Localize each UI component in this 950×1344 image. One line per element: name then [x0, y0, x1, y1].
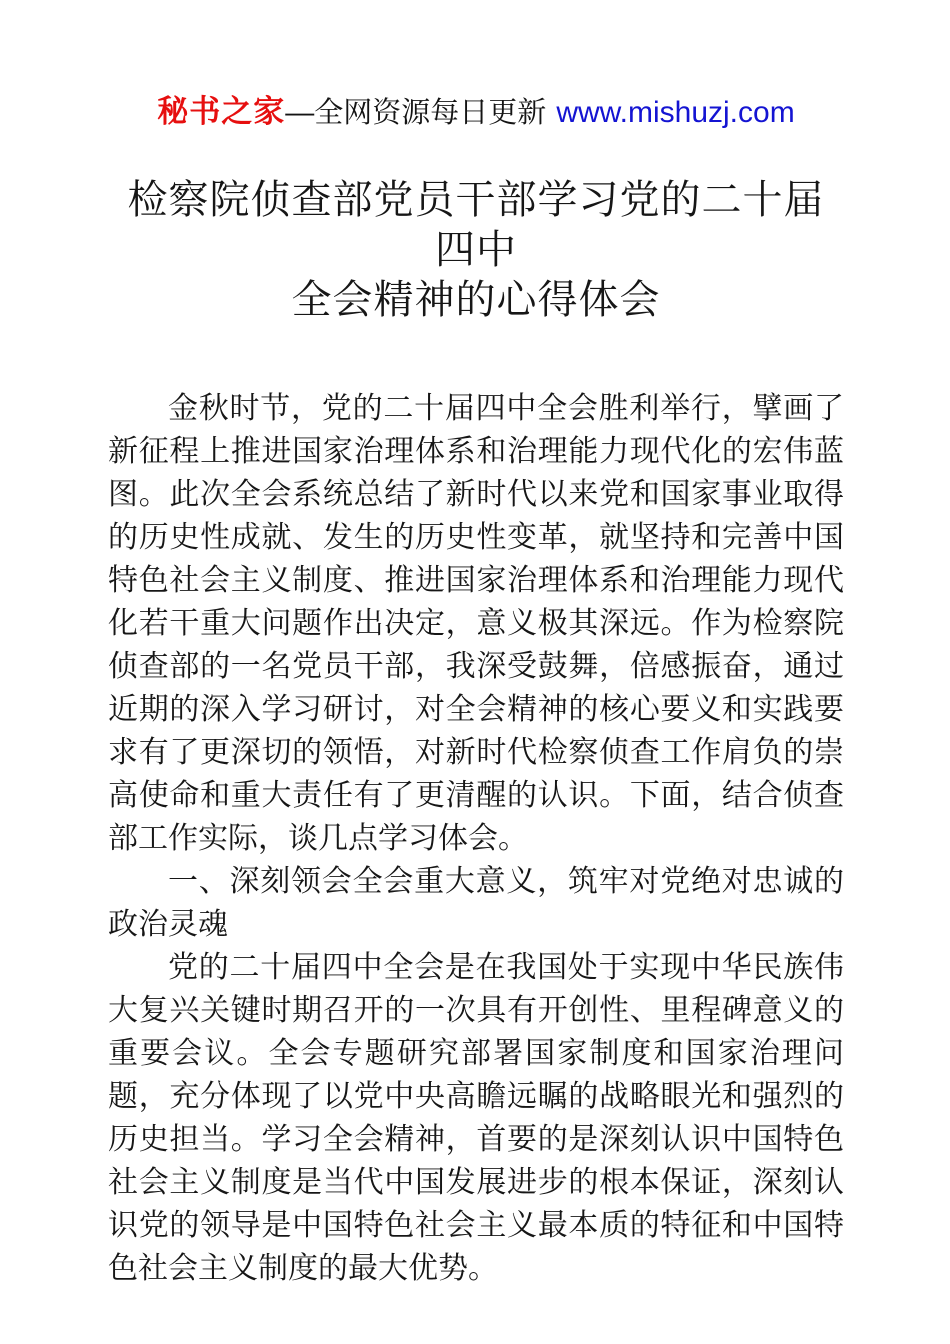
title-line-2: 全会精神的心得体会 — [291, 278, 661, 322]
title-line-1: 检察院侦查部党员干部学习党的二十届四中 — [127, 178, 825, 272]
section-heading-1: 一、深刻领会全会重大意义，筑牢对党绝对忠诚的政治灵魂 — [108, 865, 844, 941]
paragraph-intro: 金秋时节，党的二十届四中全会胜利举行，擘画了新征程上推进国家治理体系和治理能力现代化的宏伟蓝图。此次全会系统总结了新时代以来党和国家事业取得的历史性成就、发生的历史性变革，就坚持和完善中国特色社会主义制度、推进国家治理体系和治理能力现代化若干重大问题作出决定，意义极其深远。作为检察院侦查部的一名党员干部，我深受鼓舞，倍感振奋，通过近期的深入学习研讨，对全会精神的核心要义和实践要求有了更深切的领悟，对新时代检察侦查工作肩负的崇高使命和重大责任有了更清醒的认识。下面，结合侦查部工作实际，谈几点学习体会。 — [108, 392, 844, 855]
site-header — [108, 86, 844, 131]
page-title — [108, 175, 844, 325]
paragraph-section-1: 党的二十届四中全会是在我国处于实现中华民族伟大复兴关键时期召开的一次具有开创性、里程碑意义的重要会议。全会专题研究部署国家制度和国家治理问题，充分体现了以党中央高瞻远瞩的战略眼光和强烈的历史担当。学习全会精神，首要的是深刻认识中国特色社会主义制度是当代中国发展进步的根本保证，深刻认识党的领导是中国特色社会主义最本质的特征和中国特色社会主义制度的最大优势。 — [108, 951, 844, 1285]
brand-text: 秘书之家 — [157, 94, 286, 129]
document-body — [108, 387, 844, 1290]
site-url-link[interactable]: www.mishuzj.com — [556, 96, 795, 129]
tagline-text: —全网资源每日更新 — [285, 97, 547, 129]
